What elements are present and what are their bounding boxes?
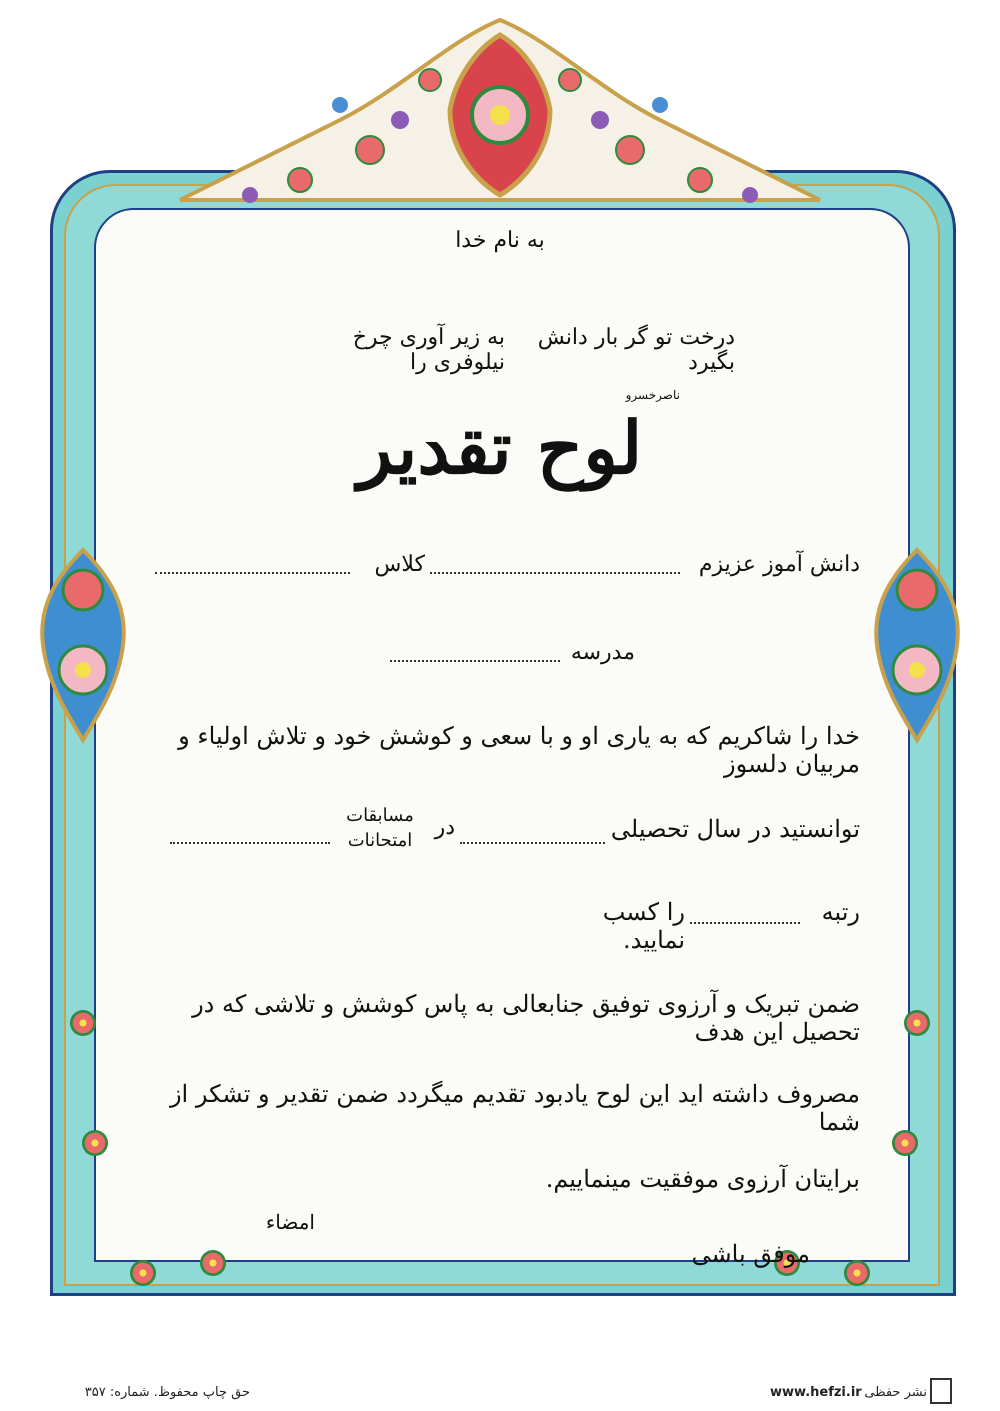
body-line-4: ضمن تبریک و آرزوی توفیق جنابعالی به پاس کوشش و تلاشی که در تحصیل این هدف: [192, 990, 860, 1046]
rank-field[interactable]: [690, 922, 800, 924]
school-year-field[interactable]: [460, 842, 605, 844]
flower-ornament: [200, 1250, 226, 1276]
body-line-6: برایتان آرزوی موفقیت مینماییم.: [545, 1165, 860, 1193]
body-line-2: توانستید در سال تحصیلی: [610, 815, 860, 843]
flower-ornament: [130, 1260, 156, 1286]
side-floral-medallion-icon: [28, 545, 138, 745]
footer-url[interactable]: www.hefzi.ir: [770, 1385, 862, 1400]
footer-publisher: نشر حفظی: [864, 1385, 927, 1400]
poet-name: ناصرخسرو: [625, 388, 680, 402]
school-field[interactable]: [390, 660, 560, 662]
body-line-5: مصروف داشته اید این لوح یادبود تقدیم میگردد ضمن تقدیر و تشکر از شما: [169, 1080, 860, 1136]
competition-field[interactable]: [170, 842, 330, 844]
school-label: مدرسه: [570, 640, 635, 665]
poem-left-hemistich: به زیر آوری چرخ نیلوفری را: [352, 325, 505, 375]
side-floral-medallion-icon: [862, 545, 972, 745]
rank-label: رتبه: [821, 898, 860, 926]
signature-label: امضاء: [265, 1210, 315, 1234]
class-label: کلاس: [374, 552, 425, 577]
rank-suffix: را کسب نمایید.: [602, 898, 685, 954]
publisher-logo-icon: [930, 1378, 952, 1404]
bismillah-heading: به نام خدا: [455, 228, 545, 253]
student-name-field[interactable]: [430, 572, 680, 574]
flower-ornament: [892, 1130, 918, 1156]
competition-bottom: امتحانات: [347, 830, 413, 851]
flower-ornament: [82, 1130, 108, 1156]
student-label: دانش آموز عزیزم: [698, 552, 860, 577]
competition-prefix: در: [434, 815, 455, 840]
poem-right-hemistich: درخت تو گر بار دانش بگیرد: [537, 325, 735, 375]
class-field[interactable]: [155, 572, 350, 574]
closing-text: موفق باشی: [691, 1240, 810, 1268]
flower-ornament: [904, 1010, 930, 1036]
certificate-title: لوح تقدیر: [357, 405, 643, 490]
flower-ornament: [70, 1010, 96, 1036]
competition-top: مسابقات: [346, 805, 414, 826]
footer-copyright: حق چاپ محفوظ. شماره: ۳۵۷: [84, 1385, 250, 1400]
floral-crest-icon: [150, 0, 850, 250]
body-line-1: خدا را شاکریم که به یاری او و با سعی و کوشش خود و تلاش اولیاء و مربیان دلسوز: [178, 722, 860, 778]
flower-ornament: [844, 1260, 870, 1286]
